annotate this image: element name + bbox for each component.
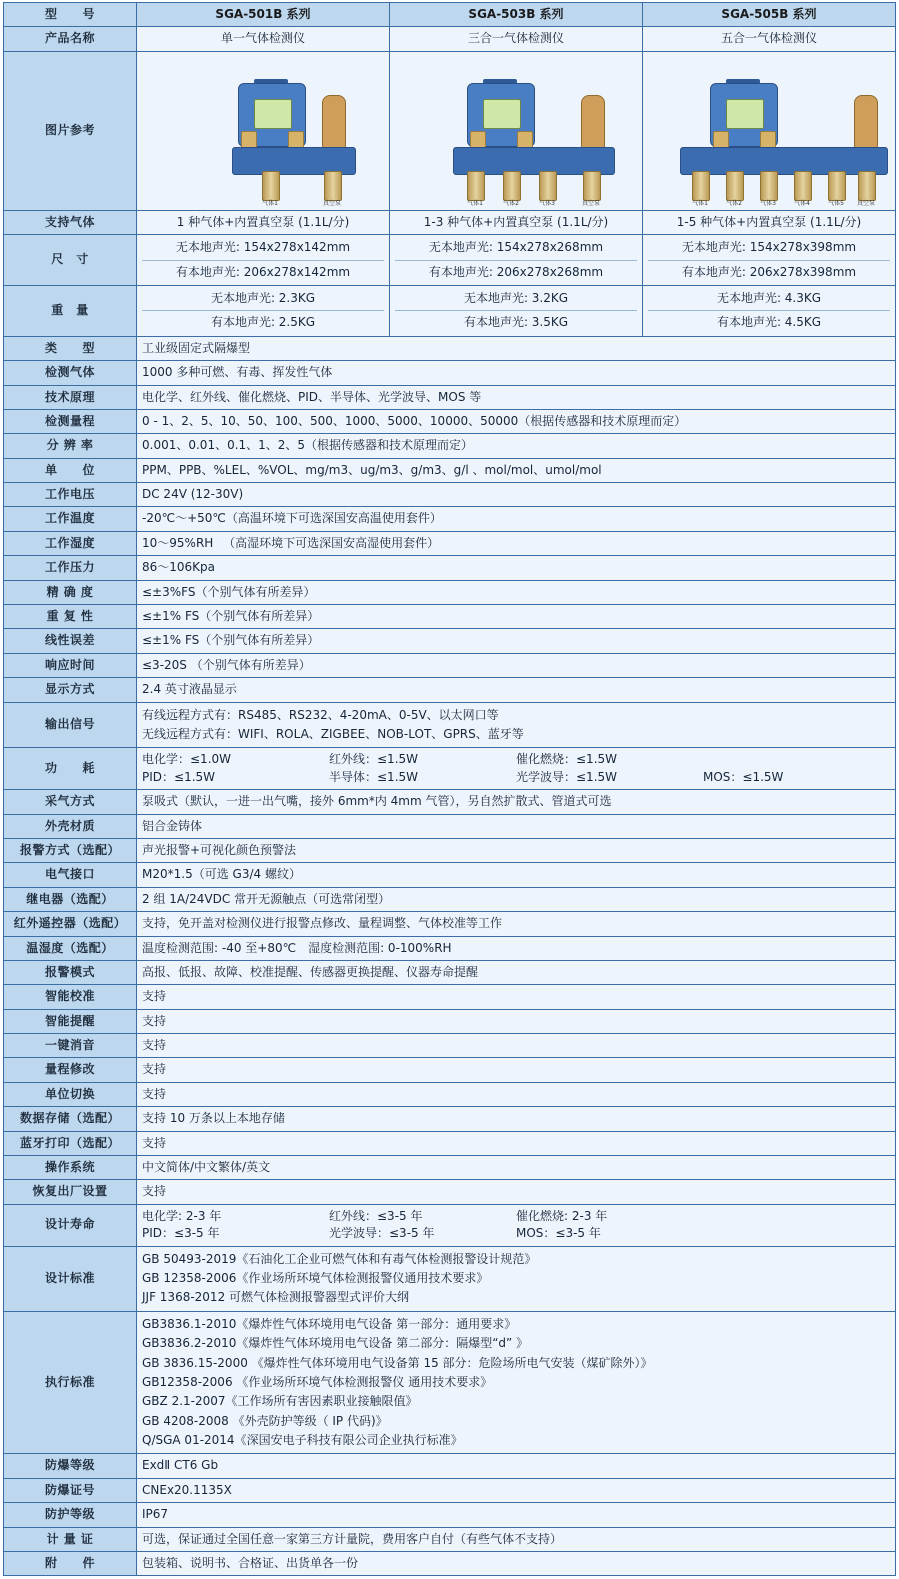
value-design-life — [137, 1204, 896, 1246]
sensor-probe-1 — [467, 171, 485, 201]
vacuum-pump-body — [322, 95, 346, 149]
row-label-shell: 外壳材质 — [4, 814, 137, 838]
product-name-505b: 五合一气体检测仪 — [643, 27, 896, 51]
value-work-humidity: 10～95%RH （高湿环境下可选深国安高湿使用套件） — [137, 531, 896, 555]
sensor-label-1: 气体1 — [262, 199, 278, 207]
table-row-power — [4, 748, 896, 790]
sensor-label-2: 气体2 — [726, 199, 742, 207]
table-row-metrology-cert — [4, 1527, 896, 1551]
device-illustration-5-gas — [648, 55, 890, 207]
table-row-principle — [4, 385, 896, 409]
row-label-unit-switch: 单位切换 — [4, 1082, 137, 1106]
sensor-label-1: 气体1 — [467, 199, 483, 207]
value-ex-level: ExdⅡ CT6 Gb — [137, 1454, 896, 1478]
model-505b: SGA-505B 系列 — [643, 3, 896, 27]
value-detect-gas: 1000 多种可燃、有毒、挥发性气体 — [137, 361, 896, 385]
row-label-voltage: 工作电压 — [4, 483, 137, 507]
product-name-503b: 三合一气体检测仪 — [390, 27, 643, 51]
row-label-exec-standard: 执行标准 — [4, 1311, 137, 1454]
value-alarm-mode: 高报、低报、故障、校准提醒、传感器更换提醒、仪器寿命提醒 — [137, 960, 896, 984]
life-catalytic: 催化燃烧: 2-3 年 — [516, 1208, 608, 1223]
row-label-design-life: 设计寿命 — [4, 1204, 137, 1246]
value-work-temp: -20℃～+50℃（高温环境下可选深国安高温使用套件） — [137, 507, 896, 531]
row-label-unit: 单 位 — [4, 458, 137, 482]
sensor-probe-5 — [828, 171, 846, 201]
row-label-ir-remote: 红外遥控器（选配） — [4, 912, 137, 936]
value-linear-error: ≤±1% FS（个别气体有所差异） — [137, 629, 896, 653]
table-row-product-name — [4, 27, 896, 51]
sensor-probe-1 — [692, 171, 710, 201]
power-semiconductor: 半导体：≤1.5W — [329, 769, 419, 784]
value-output-signal — [137, 702, 896, 748]
row-label-metrology-cert: 计 量 证 — [4, 1527, 137, 1551]
size-503b — [390, 235, 643, 286]
value-smart-reminder: 支持 — [137, 1009, 896, 1033]
exec-standard-item: GB12358-2006 《作业场所环境气体检测报警仪 通用技术要求》 — [142, 1374, 493, 1389]
size-501b-with-alarm: 有本地声光: 206x278x142mm — [142, 260, 384, 282]
row-label-work-humidity: 工作湿度 — [4, 531, 137, 555]
table-row-os — [4, 1156, 896, 1180]
size-501b-no-alarm: 无本地声光: 154x278x142mm — [175, 240, 351, 255]
row-label-display: 显示方式 — [4, 678, 137, 702]
row-label-smart-calibration: 智能校准 — [4, 985, 137, 1009]
design-life-line-2 — [142, 1225, 890, 1242]
row-label-electrical-port: 电气接口 — [4, 863, 137, 887]
table-row-work-pressure — [4, 556, 896, 580]
device-image-503b — [390, 51, 643, 210]
weight-503b-no-alarm: 无本地声光: 3.2KG — [463, 290, 569, 305]
design-standard-item: JJF 1368-2012 可燃气体检测报警器型式评价大纲 — [142, 1290, 410, 1305]
table-row-detect-gas — [4, 361, 896, 385]
value-power — [137, 748, 896, 790]
value-unit-switch: 支持 — [137, 1082, 896, 1106]
row-label-accuracy: 精 确 度 — [4, 580, 137, 604]
table-row-sampling — [4, 790, 896, 814]
value-factory-reset: 支持 — [137, 1180, 896, 1204]
table-row-bluetooth-print — [4, 1131, 896, 1155]
value-electrical-port: M20*1.5（可选 G3/4 螺纹） — [137, 863, 896, 887]
life-pid: PID：≤3-5 年 — [142, 1226, 220, 1241]
row-label-linear-error: 线性误差 — [4, 629, 137, 653]
value-design-standard — [137, 1246, 896, 1311]
power-optical-waveguide: 光学波导：≤1.5W — [516, 769, 618, 784]
table-row-data-storage — [4, 1107, 896, 1131]
table-row-response-time — [4, 653, 896, 677]
weight-505b-with-alarm: 有本地声光: 4.5KG — [648, 310, 890, 332]
sensor-probe-4 — [794, 171, 812, 201]
sensor-probe-2 — [503, 171, 521, 201]
row-label-ex-level: 防爆等级 — [4, 1454, 137, 1478]
device-illustration-3-gas — [395, 55, 637, 207]
row-label-type: 类 型 — [4, 336, 137, 360]
sensor-label-3: 气体3 — [760, 199, 776, 207]
sensor-probe-1 — [262, 171, 280, 201]
size-501b — [137, 235, 390, 286]
table-row-model — [4, 3, 896, 27]
device-illustration-1-gas — [142, 55, 384, 207]
row-label-os: 操作系统 — [4, 1156, 137, 1180]
sensor-probe-3 — [760, 171, 778, 201]
row-label-one-key-mute: 一键消音 — [4, 1034, 137, 1058]
table-row-weight — [4, 285, 896, 336]
value-data-storage: 支持 10 万条以上本地存储 — [137, 1107, 896, 1131]
power-mos: MOS：≤1.5W — [703, 769, 784, 784]
row-label-image-reference: 图片参考 — [4, 51, 137, 210]
power-pid: PID：≤1.5W — [142, 769, 216, 784]
table-row-work-temp — [4, 507, 896, 531]
row-label-principle: 技术原理 — [4, 385, 137, 409]
weight-505b — [643, 285, 896, 336]
weight-501b-with-alarm: 有本地声光: 2.5KG — [142, 310, 384, 332]
value-bluetooth-print: 支持 — [137, 1131, 896, 1155]
row-label-smart-reminder: 智能提醒 — [4, 1009, 137, 1033]
exec-standard-item: GBZ 2.1-2007《工作场所有害因素职业接触限值》 — [142, 1394, 418, 1409]
weight-501b — [137, 285, 390, 336]
output-wireless: 无线远程方式有：WIFI、ROLA、ZIGBEE、NOB-LOT、GPRS、蓝牙等 — [142, 726, 524, 741]
table-row-size — [4, 235, 896, 286]
value-accessories: 包装箱、说明书、合格证、出货单各一份 — [137, 1552, 896, 1576]
size-505b-with-alarm: 有本地声光: 206x278x398mm — [648, 260, 890, 282]
value-temp-humidity-optional: 温度检测范围: -40 至+80℃ 湿度检测范围: 0-100%RH — [137, 936, 896, 960]
row-label-repeatability: 重 复 性 — [4, 605, 137, 629]
model-503b: SGA-503B 系列 — [390, 3, 643, 27]
table-row-unit — [4, 458, 896, 482]
exec-standard-item: GB 3836.15-2000 《爆炸性气体环境用电气设备第 15 部分：危险场所电气安装（煤矿除外）》 — [142, 1355, 653, 1370]
life-blank-1 — [703, 1208, 890, 1225]
device-screen — [483, 99, 521, 129]
life-mos: MOS：≤3-5 年 — [516, 1226, 601, 1241]
sensor-label-2: 气体2 — [503, 199, 519, 207]
table-row-display — [4, 678, 896, 702]
table-row-ex-level — [4, 1454, 896, 1478]
row-label-size: 尺 寸 — [4, 235, 137, 286]
table-row-resolution — [4, 434, 896, 458]
sensor-label-5: 气体5 — [828, 199, 844, 207]
row-label-accessories: 附 件 — [4, 1552, 137, 1576]
value-exec-standard — [137, 1311, 896, 1454]
life-optical-waveguide: 光学波导：≤3-5 年 — [329, 1226, 435, 1241]
size-505b-no-alarm: 无本地声光: 154x278x398mm — [681, 240, 857, 255]
sensor-label-3: 气体3 — [539, 199, 555, 207]
row-label-data-storage: 数据存储（选配） — [4, 1107, 137, 1131]
value-range: 0 - 1、2、5、10、50、100、500、1000、5000、10000、50000（根据传感器和技术原理而定） — [137, 409, 896, 433]
table-row-ex-cert — [4, 1478, 896, 1502]
row-label-resolution: 分 辨 率 — [4, 434, 137, 458]
value-accuracy: ≤±3%FS（个别气体有所差异） — [137, 580, 896, 604]
value-unit: PPM、PPB、%LEL、%VOL、mg/m3、ug/m3、g/m3、g/l 、mol/mol、umol/mol — [137, 458, 896, 482]
row-label-range: 检测量程 — [4, 409, 137, 433]
table-row-range-modify — [4, 1058, 896, 1082]
row-label-work-pressure: 工作压力 — [4, 556, 137, 580]
table-row-electrical-port — [4, 863, 896, 887]
row-label-weight: 重 量 — [4, 285, 137, 336]
exec-standard-item: Q/SGA 01-2014《深国安电子科技有限公司企业执行标准》 — [142, 1433, 463, 1448]
table-row-work-humidity — [4, 531, 896, 555]
weight-503b-with-alarm: 有本地声光: 3.5KG — [395, 310, 637, 332]
table-row-range — [4, 409, 896, 433]
value-os: 中文简体/中文繁体/英文 — [137, 1156, 896, 1180]
value-resolution: 0.001、0.01、0.1、1、2、5（根据传感器和技术原理而定） — [137, 434, 896, 458]
table-row-ir-remote — [4, 912, 896, 936]
row-label-support-gas: 支持气体 — [4, 210, 137, 234]
sensor-probe-3 — [539, 171, 557, 201]
sensor-probe-pump — [324, 171, 342, 201]
row-label-ip-level: 防护等级 — [4, 1503, 137, 1527]
size-503b-no-alarm: 无本地声光: 154x278x268mm — [428, 240, 604, 255]
sensor-label-pump: 真空泵 — [581, 199, 600, 207]
table-row-relay — [4, 887, 896, 911]
row-label-output-signal: 输出信号 — [4, 702, 137, 748]
support-gas-501b: 1 种气体+内置真空泵 (1.1L/分) — [137, 210, 390, 234]
device-screen — [254, 99, 292, 129]
table-row-unit-switch — [4, 1082, 896, 1106]
row-label-factory-reset: 恢复出厂设置 — [4, 1180, 137, 1204]
table-row-alarm-mode-optional — [4, 838, 896, 862]
table-row-alarm-mode — [4, 960, 896, 984]
sensor-label-pump: 真空泵 — [856, 199, 875, 207]
device-image-501b — [137, 51, 390, 210]
weight-503b — [390, 285, 643, 336]
design-standard-item: GB 50493-2019《石油化工企业可燃气体和有毒气体检测报警设计规范》 — [142, 1251, 537, 1266]
table-row-one-key-mute — [4, 1034, 896, 1058]
value-sampling: 泵吸式（默认，一进一出气嘴，接外 6mm*内 4mm 气管），另自然扩散式、管道式可选 — [137, 790, 896, 814]
row-label-detect-gas: 检测气体 — [4, 361, 137, 385]
model-501b: SGA-501B 系列 — [137, 3, 390, 27]
device-screen — [726, 99, 764, 129]
table-row-smart-reminder — [4, 1009, 896, 1033]
value-shell: 铝合金铸体 — [137, 814, 896, 838]
table-row-image-reference — [4, 51, 896, 210]
table-row-voltage — [4, 483, 896, 507]
value-range-modify: 支持 — [137, 1058, 896, 1082]
vacuum-pump-body — [581, 95, 605, 149]
row-label-design-standard: 设计标准 — [4, 1246, 137, 1311]
row-label-ex-cert: 防爆证号 — [4, 1478, 137, 1502]
value-alarm-mode-optional: 声光报警+可视化颜色预警法 — [137, 838, 896, 862]
table-row-linear-error — [4, 629, 896, 653]
life-electrochemical: 电化学: 2-3 年 — [142, 1208, 222, 1223]
weight-505b-no-alarm: 无本地声光: 4.3KG — [716, 290, 822, 305]
row-label-temp-humidity-optional: 温湿度（选配） — [4, 936, 137, 960]
size-505b — [643, 235, 896, 286]
life-blank-2 — [703, 1225, 890, 1242]
vacuum-pump-body — [854, 95, 878, 149]
value-voltage: DC 24V (12-30V) — [137, 483, 896, 507]
table-row-type — [4, 336, 896, 360]
exec-standard-item: GB3836.1-2010《爆炸性气体环境用电气设备 第一部分：通用要求》 — [142, 1316, 517, 1331]
support-gas-505b: 1-5 种气体+内置真空泵 (1.1L/分) — [643, 210, 896, 234]
table-row-design-standard — [4, 1246, 896, 1311]
table-row-factory-reset — [4, 1180, 896, 1204]
row-label-product-name: 产品名称 — [4, 27, 137, 51]
value-smart-calibration: 支持 — [137, 985, 896, 1009]
value-type: 工业级固定式隔爆型 — [137, 336, 896, 360]
sensor-label-pump: 真空泵 — [322, 199, 341, 207]
support-gas-503b: 1-3 种气体+内置真空泵 (1.1L/分) — [390, 210, 643, 234]
specification-table — [3, 2, 896, 1576]
row-label-relay: 继电器（选配） — [4, 887, 137, 911]
value-ex-cert: CNEx20.1135X — [137, 1478, 896, 1502]
value-work-pressure: 86～106Kpa — [137, 556, 896, 580]
table-row-accuracy — [4, 580, 896, 604]
exec-standard-item: GB 4208-2008 《外壳防护等级（ IP 代码)》 — [142, 1413, 388, 1428]
sensor-probe-2 — [726, 171, 744, 201]
table-row-ip-level — [4, 1503, 896, 1527]
sensor-label-1: 气体1 — [692, 199, 708, 207]
table-row-exec-standard — [4, 1311, 896, 1454]
design-standard-item: GB 12358-2006《作业场所环境气体检测报警仪通用技术要求》 — [142, 1270, 489, 1285]
row-label-alarm-mode-optional: 报警方式（选配） — [4, 838, 137, 862]
table-row-design-life — [4, 1204, 896, 1246]
row-label-power: 功 耗 — [4, 748, 137, 790]
table-row-output-signal — [4, 702, 896, 748]
power-line-2 — [142, 769, 890, 786]
sensor-label-4: 气体4 — [794, 199, 810, 207]
value-ip-level: IP67 — [137, 1503, 896, 1527]
table-row-accessories — [4, 1552, 896, 1576]
device-image-505b — [643, 51, 896, 210]
value-display: 2.4 英寸液晶显示 — [137, 678, 896, 702]
weight-501b-no-alarm: 无本地声光: 2.3KG — [210, 290, 316, 305]
power-infrared: 红外线：≤1.5W — [329, 752, 419, 767]
table-row-temp-humidity-optional — [4, 936, 896, 960]
row-label-alarm-mode: 报警模式 — [4, 960, 137, 984]
table-row-shell — [4, 814, 896, 838]
row-label-work-temp: 工作温度 — [4, 507, 137, 531]
exec-standard-item: GB3836.2-2010《爆炸性气体环境用电气设备 第二部分：隔爆型“d” 》 — [142, 1336, 529, 1351]
value-metrology-cert: 可选，保证通过全国任意一家第三方计量院，费用客户自付（有些气体不支持） — [137, 1527, 896, 1551]
power-catalytic: 催化燃烧：≤1.5W — [516, 752, 618, 767]
device-manifold — [680, 147, 888, 175]
product-name-501b: 单一气体检测仪 — [137, 27, 390, 51]
value-response-time: ≤3-20S （个别气体有所差异） — [137, 653, 896, 677]
life-infrared: 红外线：≤3-5 年 — [329, 1208, 423, 1223]
design-life-line-1 — [142, 1208, 890, 1225]
row-label-sampling: 采气方式 — [4, 790, 137, 814]
table-row-support-gas — [4, 210, 896, 234]
power-line-1 — [142, 751, 890, 768]
value-repeatability: ≤±1% FS（个别气体有所差异） — [137, 605, 896, 629]
sensor-probe-pump — [583, 171, 601, 201]
value-relay: 2 组 1A/24VDC 常开无源触点（可选常闭型） — [137, 887, 896, 911]
power-blank-1 — [703, 751, 890, 768]
row-label-response-time: 响应时间 — [4, 653, 137, 677]
table-row-repeatability — [4, 605, 896, 629]
value-ir-remote: 支持，免开盖对检测仪进行报警点修改、量程调整、气体校准等工作 — [137, 912, 896, 936]
output-wired: 有线远程方式有：RS485、RS232、4-20mA、0-5V、以太网口等 — [142, 707, 499, 722]
value-principle: 电化学、红外线、催化燃烧、PID、半导体、光学波导、MOS 等 — [137, 385, 896, 409]
row-label-bluetooth-print: 蓝牙打印（选配） — [4, 1131, 137, 1155]
sensor-probe-pump — [858, 171, 876, 201]
table-row-smart-calibration — [4, 985, 896, 1009]
row-label-model: 型 号 — [4, 3, 137, 27]
size-503b-with-alarm: 有本地声光: 206x278x268mm — [395, 260, 637, 282]
value-one-key-mute: 支持 — [137, 1034, 896, 1058]
power-electrochemical: 电化学：≤1.0W — [142, 752, 232, 767]
row-label-range-modify: 量程修改 — [4, 1058, 137, 1082]
